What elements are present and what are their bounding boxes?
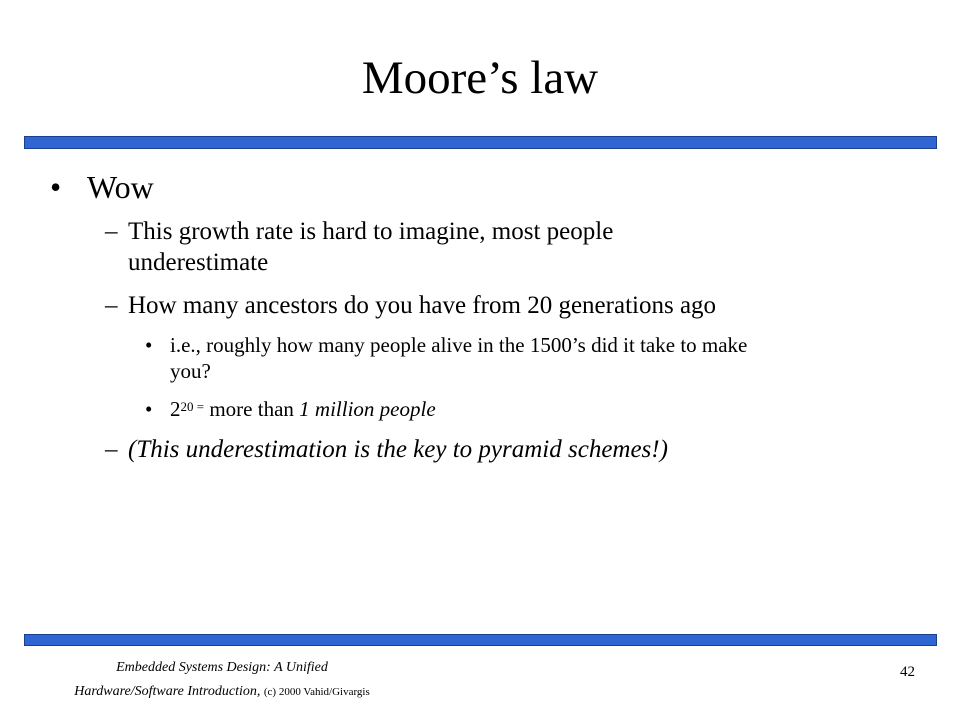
power-exponent: 20 =	[180, 399, 205, 414]
power-text-end: people	[374, 397, 436, 421]
footer-copyright: (c) 2000 Vahid/Givargis	[263, 686, 370, 698]
subsubbullet-1500s-line1: i.e., roughly how many people alive in the 1500’s did it take to make	[170, 333, 748, 357]
subbullet-growth-rate-line2: underestimate	[128, 249, 269, 276]
footer-citation	[22, 656, 422, 704]
subbullet-pyramid-schemes: (This underestimation is the key to pyramid schemes!)	[128, 436, 668, 463]
dash-marker: –	[105, 436, 118, 463]
bullet-marker-small: •	[145, 333, 153, 357]
subsubbullet-2-to-20	[170, 396, 436, 422]
subbullet-ancestors: How many ancestors do you have from 20 generations ago	[128, 292, 717, 319]
power-text-italic: 1 million	[299, 397, 375, 421]
subbullet-growth-rate-line1: This growth rate is hard to imagine, most people	[128, 218, 614, 245]
title-divider	[24, 136, 937, 149]
footer-book-title-line1: Embedded Systems Design: A Unified	[116, 660, 328, 675]
dash-marker: –	[105, 218, 118, 245]
bullet-wow: Wow	[87, 169, 154, 205]
power-base: 2	[170, 397, 181, 421]
footer-book-title-line2: Hardware/Software Introduction,	[74, 684, 261, 699]
slide-title: Moore’s law	[361, 52, 599, 104]
dash-marker: –	[105, 292, 118, 319]
subsubbullet-1500s-line2: you?	[170, 359, 211, 383]
page-number: 42	[900, 664, 915, 680]
bullet-marker: •	[50, 169, 62, 205]
bullet-marker-small: •	[145, 397, 153, 421]
power-text-mid: more than	[204, 397, 300, 421]
footer-divider	[24, 634, 937, 646]
